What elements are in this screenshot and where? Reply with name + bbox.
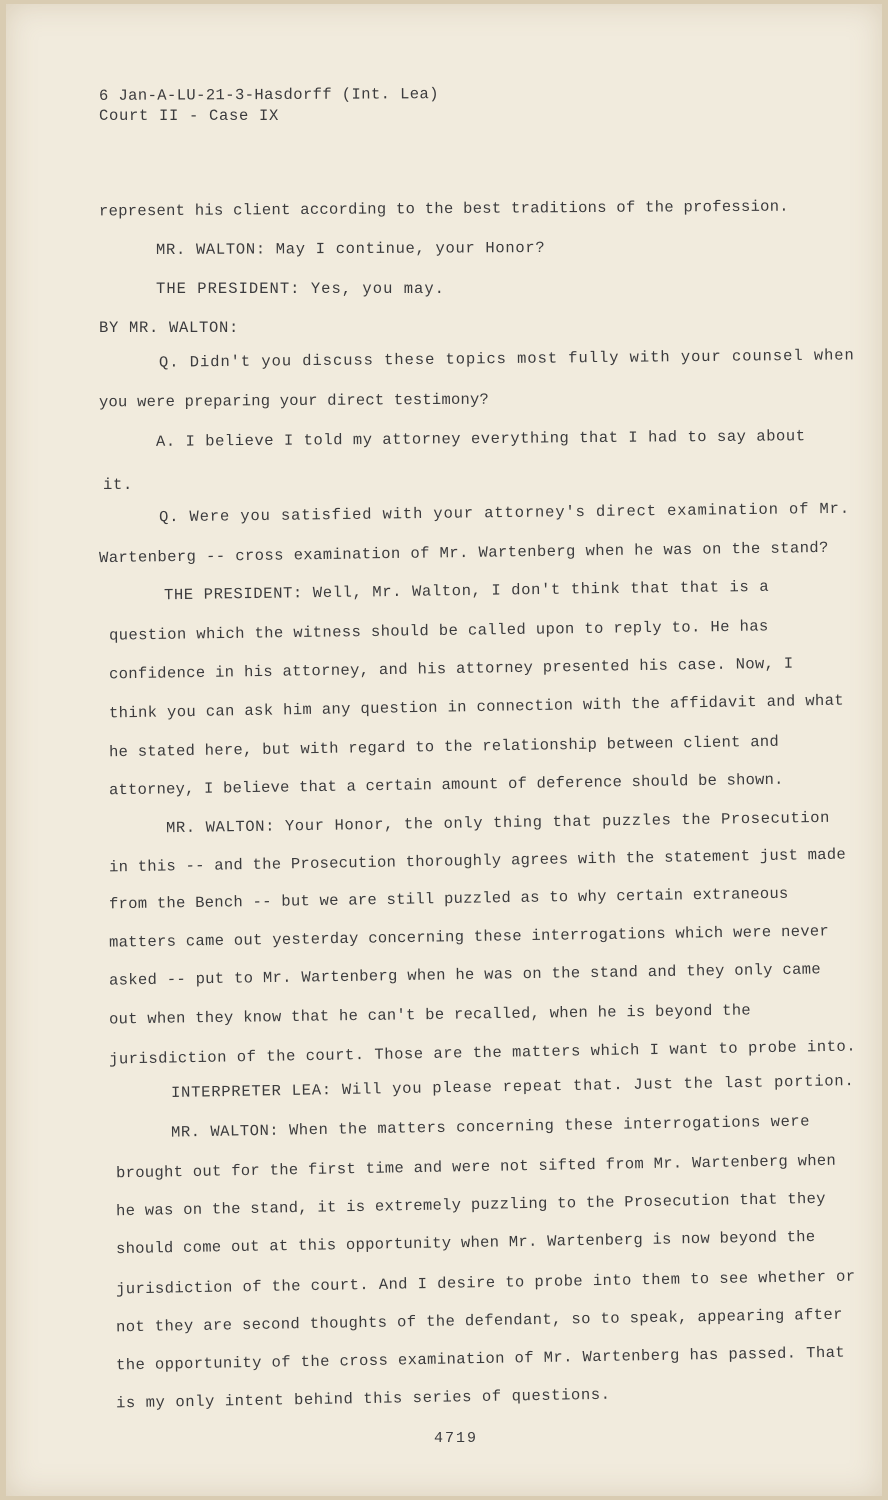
page-number: 4719 — [434, 1430, 479, 1447]
transcript-line: attorney, I believe that a certain amount of deference should be shown. — [108, 770, 784, 800]
transcript-line: matters came out yesterday concerning these interrogations which were never — [108, 922, 830, 952]
transcript-line: brought out for the first time and were not sifted from Mr. Wartenberg when — [115, 1151, 837, 1183]
transcript-line: Q. Were you satisfied with your attorney's direct examination of Mr. — [158, 499, 851, 527]
transcript-line: confidence in his attorney, and his attorney presented his case. Now, I — [108, 654, 794, 684]
transcript-line: he stated here, but with regard to the relationship between client and — [108, 732, 780, 762]
transcript-line: MR. WALTON: When the matters concerning these interrogations were — [170, 1112, 811, 1142]
transcript-line: MR. WALTON: Your Honor, the only thing that puzzles the Prosecution — [165, 808, 831, 838]
header-line-2: Court II - Case IX — [99, 107, 280, 125]
transcript-line: BY MR. WALTON: — [99, 319, 240, 337]
transcript-line: Q. Didn't you discuss these topics most fully with your counsel when — [158, 346, 855, 372]
transcript-line: in this -- and the Prosecution thoroughly agrees with the statement just made — [108, 845, 847, 877]
transcript-line: A. I believe I told my attorney everything that I had to say about — [155, 427, 806, 451]
transcript-line: jurisdiction of the court. And I desire to probe into them to see whether or — [115, 1267, 856, 1299]
transcript-line: question which the witness should be called upon to reply to. He has — [108, 617, 769, 645]
transcript-line: you were preparing your direct testimony? — [98, 390, 490, 412]
transcript-line: should come out at this opportunity when Mr. Wartenberg is now beyond the — [115, 1227, 816, 1259]
transcript-line: asked -- put to Mr. Wartenberg when he was on the stand and they only came — [108, 960, 822, 990]
header-line-1: 6 Jan-A-LU-21-3-Hasdorff (Int. Lea) — [98, 85, 439, 105]
transcript-line: he was on the stand, it is extremely puzzling to the Prosecution that they — [115, 1189, 826, 1221]
document-page — [6, 4, 882, 1496]
transcript-line: jurisdiction of the court. Those are the matters which I want to probe into. — [108, 1037, 857, 1069]
transcript-line: INTERPRETER LEA: Will you please repeat that. Just the last portion. — [170, 1072, 855, 1102]
transcript-line: THE PRESIDENT: Yes, you may. — [156, 280, 446, 298]
transcript-line: think you can ask him any question in connection with the affidavit and what — [108, 691, 845, 723]
transcript-line: is my only intent behind this series of questions. — [115, 1385, 611, 1413]
transcript-line: from the Bench -- but we are still puzzled as to why certain extraneous — [108, 884, 789, 914]
transcript-line: Wartenberg -- cross examination of Mr. Wartenberg when he was on the stand? — [98, 538, 829, 568]
transcript-line: it. — [103, 476, 134, 494]
transcript-line: not they are second thoughts of the defendant, so to speak, appearing after — [115, 1305, 843, 1337]
transcript-line: MR. WALTON: May I continue, your Honor? — [155, 238, 546, 260]
transcript-line: THE PRESIDENT: Well, Mr. Walton, I don't think that that is a — [163, 577, 770, 605]
transcript-line: out when they know that he can't be recalled, when he is beyond the — [108, 1001, 752, 1029]
transcript-line: the opportunity of the cross examination of Mr. Wartenberg has passed. That — [115, 1343, 846, 1375]
transcript-line: represent his client according to the best traditions of the profession. — [98, 197, 789, 221]
